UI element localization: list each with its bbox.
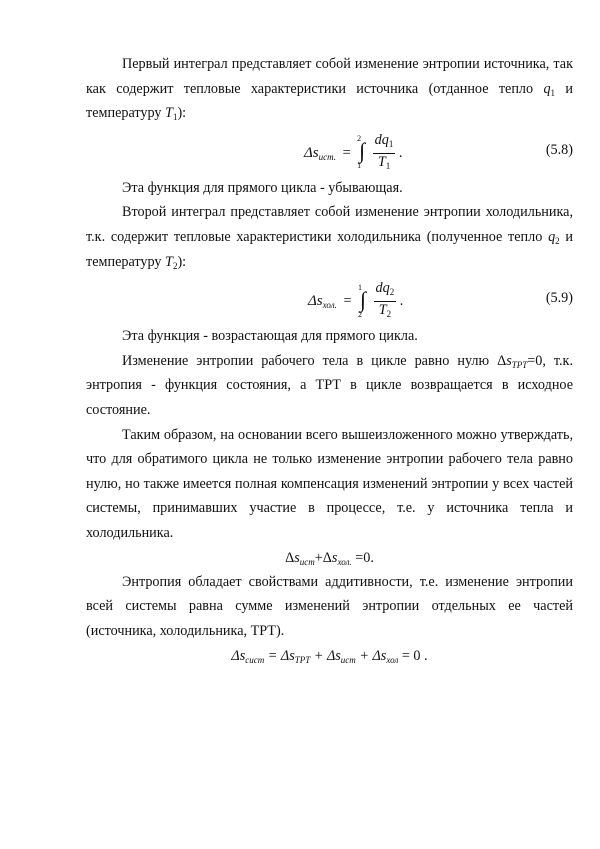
para6-line4: системы, принимавших участие в процессе, т.е. у источника тепла и (86, 500, 573, 517)
document-page (86, 52, 573, 671)
para7-line1: Энтропия обладает свойствами аддитивности, т.е. изменение энтропии (122, 573, 573, 590)
para7-line3: (источника, холодильника, ТРТ). (86, 622, 285, 639)
equation-number: (5.8) (545, 141, 573, 158)
para3-line1: Второй интеграл представляет собой изменение энтропии холодильника, (122, 204, 573, 221)
formula-delta-s: Δs (304, 144, 319, 161)
para1-line2: как содержит тепловые характеристики источника (отданное тепло $q_1$ и (86, 80, 573, 98)
para5-line3: состояние. (86, 401, 151, 418)
para2: Эта функция для прямого цикла - убывающая. (122, 179, 403, 196)
para3-line2: т.к. содержит тепловые характеристики холодильника (полученное тепло $q_2$ и (86, 228, 573, 246)
formula-delta-s: Δs (308, 292, 323, 309)
formula-5-8: $\Delta s_{ист.}$ = 2 ∫ 1 $\frac{dq_1}{T_1}$ . (5.8) (86, 130, 573, 176)
formula-sub: хол. (322, 299, 337, 310)
formula-fraction: $\frac{dq_1}{T_1}$ (374, 131, 394, 171)
formula-sub: ист. (318, 151, 337, 162)
formula-fraction: $\frac{dq_2}{T_2}$ (375, 280, 395, 320)
para1-line3: температуру $T_1$): (86, 105, 187, 123)
formula-system-entropy: $\Delta s_{сист} = \Delta s_{ТРТ} + \Delta s_{ист} + \Delta s_{хол} = 0$ . (231, 648, 428, 666)
formula-eq: = (342, 144, 351, 161)
formula-entropy-sum: $\Delta s_{ист}+\Delta s_{хол.} =0$. (285, 549, 374, 567)
para3-line3: температуру $T_2$): (86, 253, 187, 271)
integral-sign: 2 ∫ 1 (357, 134, 366, 171)
para6-line2: что для обратимого цикла не только изменение энтропии рабочего тела равно (86, 451, 573, 468)
formula-5-9: $\Delta s_{хол.}$ = 1 ∫ 2 $\frac{dq_2}{T_2}$ . (5.9) (86, 278, 573, 324)
para7-line2: всей системы равна сумме изменений энтропии отдельных ее частей (86, 598, 573, 615)
para1-line1: Первый интеграл представляет собой изменение энтропии источника, так (122, 56, 573, 72)
para5-line1: Изменение энтропии рабочего тела в цикле равно нулю $\Delta s_{ТРТ}=0$, т.к. (122, 352, 573, 370)
integral-sign: 1 ∫ 2 (358, 282, 367, 319)
para5-line2: энтропия - функция состояния, а ТРТ в цикле возвращается в исходное (86, 377, 573, 394)
para6-line1: Таким образом, на основании всего вышеизложенного можно утверждать, (122, 426, 573, 443)
para6-line3: нулю, но также имеется полная компенсация изменений энтропии у всех частей (86, 475, 573, 492)
para6-line5: холодильника. (86, 524, 174, 541)
equation-number: (5.9) (545, 290, 573, 307)
formula-eq: = (343, 292, 352, 309)
para4: Эта функция - возрастающая для прямого цикла. (122, 328, 418, 345)
